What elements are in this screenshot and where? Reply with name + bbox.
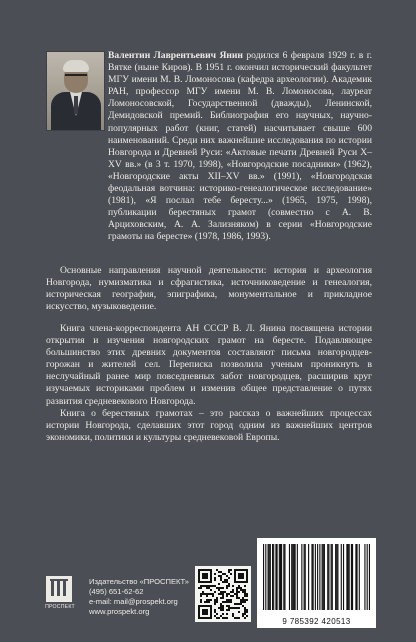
isbn-barcode-number: 9 785392 420513: [282, 617, 351, 626]
publisher-logo: [43, 576, 77, 612]
photo-tie: [74, 96, 78, 114]
annotation-paragraph-1: Книга члена-корреспондента АН СССР В. Л. Янина посвящена истории открытия и изучения новгородских грамот на бересте. Подавляющее большинство этих древних документов составляют письма новгородцев-горожан и жителей сел. Переписка позволила ученым проникнуть в неслучайный ранее мир повседневных забот новгородцев, расширив круг изучаемых историками проблем и изменив общее представление о путях развития средневекового Новгорода.: [46, 323, 372, 407]
publisher-logo-icon: [46, 576, 72, 602]
research-directions: Основные направления научной деятельности: история и археология Новгорода, нумизматика и сфрагистика, источниковедение и генеалогия, историческая география, эпиграфика, монументальное и прикладное искусство, музыковедение.: [46, 265, 372, 313]
author-photo: [46, 51, 105, 131]
book-annotation: [46, 323, 372, 444]
photo-glasses: [65, 74, 87, 81]
photo-hair: [63, 60, 89, 72]
publisher-website: www.prospekt.org: [89, 607, 150, 616]
annotation-paragraph-2: Книга о берестяных грамотах – это рассказ о важнейших процессах истории Новгорода, сделавших этот город одним из важнейших центров экономики, политики и культуры средневековой Европы.: [46, 407, 372, 443]
author-bio-text: родился 6 февраля 1929 г. в г. Вятке (ныне Киров). В 1951 г. окончил исторический факультет МГУ имени М. В. Ломоносова (кафедра археологии). Академик РАН, профессор МГУ имени М. В. Ломоносова, лауреат Ломоносовской, Государственной (дважды), Ленинской, Демидовской премий. Библиография его научных, научно-популярных работ (книг, статей) насчитывает свыше 600 наименований. Среди них важнейшие исследования по истории Новгорода и Древней Руси: «Актовые печати Древней Руси X–XV вв.» (в 3 т. 1970, 1998), «Новгородские посадники» (1962), «Новгородские акты XII–XV вв.» (1991), «Новгородская феодальная вотчина: историко-генеалогическое исследование» (1981), «Я послал тебе бересту...» (1965, 1975, 1998), публикации берестяных грамот (совместно с А. В. Арциховским, А. А. Зализняком) в серии «Новгородские грамоты на бересте» (1978, 1986, 1993).: [108, 50, 372, 243]
isbn-barcode: [257, 538, 376, 628]
publisher-logo-text: ПРОСПЕКТ: [45, 604, 75, 610]
publisher-name: Издательство «ПРОСПЕКТ»: [89, 577, 190, 586]
qr-code: [195, 566, 251, 622]
publisher-contacts: [89, 577, 199, 617]
author-name: Валентин Лаврентьевич Янин: [108, 50, 243, 61]
publisher-email: e-mail: mail@prospekt.org: [89, 597, 178, 606]
author-bio: [108, 50, 372, 244]
publisher-phone: (495) 651-62-62: [89, 587, 144, 596]
